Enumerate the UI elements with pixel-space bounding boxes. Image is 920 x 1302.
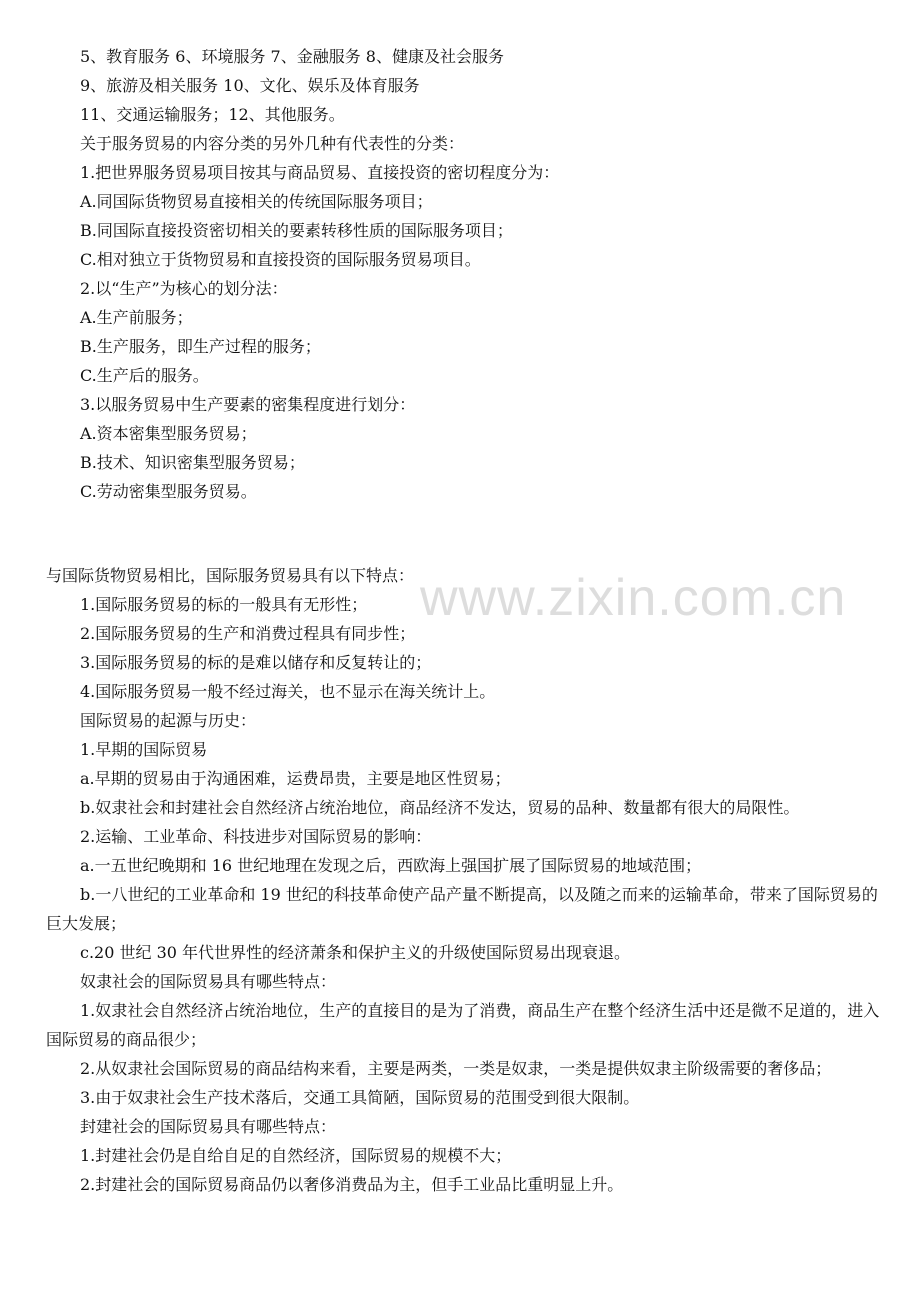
text-line: 封建社会的国际贸易具有哪些特点：	[80, 1117, 337, 1136]
section-lead: 与国际货物贸易相比，国际服务贸易具有以下特点：	[46, 566, 415, 585]
text-line: 9、旅游及相关服务 10、文化、娱乐及体育服务	[80, 76, 420, 95]
text-line: 1.早期的国际贸易	[80, 740, 208, 759]
text-line: 2.国际服务贸易的生产和消费过程具有同步性；	[80, 624, 416, 643]
wrapped-paragraph: b.一八世纪的工业革命和 19 世纪的科技革命使产品产量不断提高，以及随之而来的运输革命，带来了国际贸易的巨大发展；	[46, 885, 878, 933]
text-line: 5、教育服务 6、环境服务 7、金融服务 8、健康及社会服务	[80, 47, 504, 66]
wrapped-paragraph: b.奴隶社会和封建社会自然经济占统治地位，商品经济不发达，贸易的品种、数量都有很大的局限性。	[80, 798, 800, 817]
text-line: A.生产前服务；	[80, 308, 193, 327]
text-line: 1.封建社会仍是自给自足的自然经济，国际贸易的规模不大；	[80, 1146, 512, 1165]
text-line: 11、交通运输服务；12、其他服务。	[80, 105, 345, 124]
text-line: 2.以“生产”为核心的划分法：	[80, 279, 288, 298]
text-line: c.20 世纪 30 年代世界性的经济萧条和保护主义的升级使国际贸易出现衰退。	[80, 943, 631, 962]
text-line: C.相对独立于货物贸易和直接投资的国际服务贸易项目。	[80, 250, 481, 269]
watermark: www.zixin.com.cn	[420, 569, 847, 627]
wrapped-paragraph: 1.奴隶社会自然经济占统治地位，生产的直接目的是为了消费，商品生产在整个经济生活中还是微不足道的，进入国际贸易的商品很少；	[46, 1001, 880, 1049]
text-line: B.技术、知识密集型服务贸易；	[80, 453, 305, 472]
text-line: 奴隶社会的国际贸易具有哪些特点：	[80, 972, 337, 991]
text-line: 4.国际服务贸易一般不经过海关，也不显示在海关统计上。	[80, 682, 496, 701]
text-line: 2.运输、工业革命、科技进步对国际贸易的影响：	[80, 827, 432, 846]
service-categories-section	[0, 42, 920, 506]
text-line: C.劳动密集型服务贸易。	[80, 482, 257, 501]
text-line: a.早期的贸易由于沟通困难，运费昂贵，主要是地区性贸易；	[80, 769, 511, 788]
trade-characteristics-section	[0, 561, 920, 1199]
text-line: 3.以服务贸易中生产要素的密集程度进行划分：	[80, 395, 416, 414]
text-line: 3.国际服务贸易的标的是难以储存和反复转让的；	[80, 653, 432, 672]
text-line: A.同国际货物贸易直接相关的传统国际服务项目；	[80, 192, 433, 211]
text-line: 1.国际服务贸易的标的一般具有无形性；	[80, 595, 368, 614]
text-line: 国际贸易的起源与历史：	[80, 711, 257, 730]
text-line: B.生产服务，即生产过程的服务；	[80, 337, 321, 356]
text-line: B.同国际直接投资密切相关的要素转移性质的国际服务项目；	[80, 221, 513, 240]
text-line: a.一五世纪晚期和 16 世纪地理在发现之后，西欧海上强国扩展了国际贸易的地域范围；	[80, 856, 702, 875]
text-line: 2.封建社会的国际贸易商品仍以奢侈消费品为主，但手工业品比重明显上升。	[80, 1175, 624, 1194]
wrapped-paragraph: 2.从奴隶社会国际贸易的商品结构来看，主要是两类，一类是奴隶，一类是提供奴隶主阶级需要的奢侈品；	[80, 1059, 832, 1078]
text-line: 1.把世界服务贸易项目按其与商品贸易、直接投资的密切程度分为：	[80, 163, 560, 182]
text-line: A.资本密集型服务贸易；	[80, 424, 257, 443]
text-line: C.生产后的服务。	[80, 366, 209, 385]
text-line: 3.由于奴隶社会生产技术落后，交通工具简陋，国际贸易的范围受到很大限制。	[80, 1088, 640, 1107]
text-line: 关于服务贸易的内容分类的另外几种有代表性的分类：	[80, 134, 465, 153]
